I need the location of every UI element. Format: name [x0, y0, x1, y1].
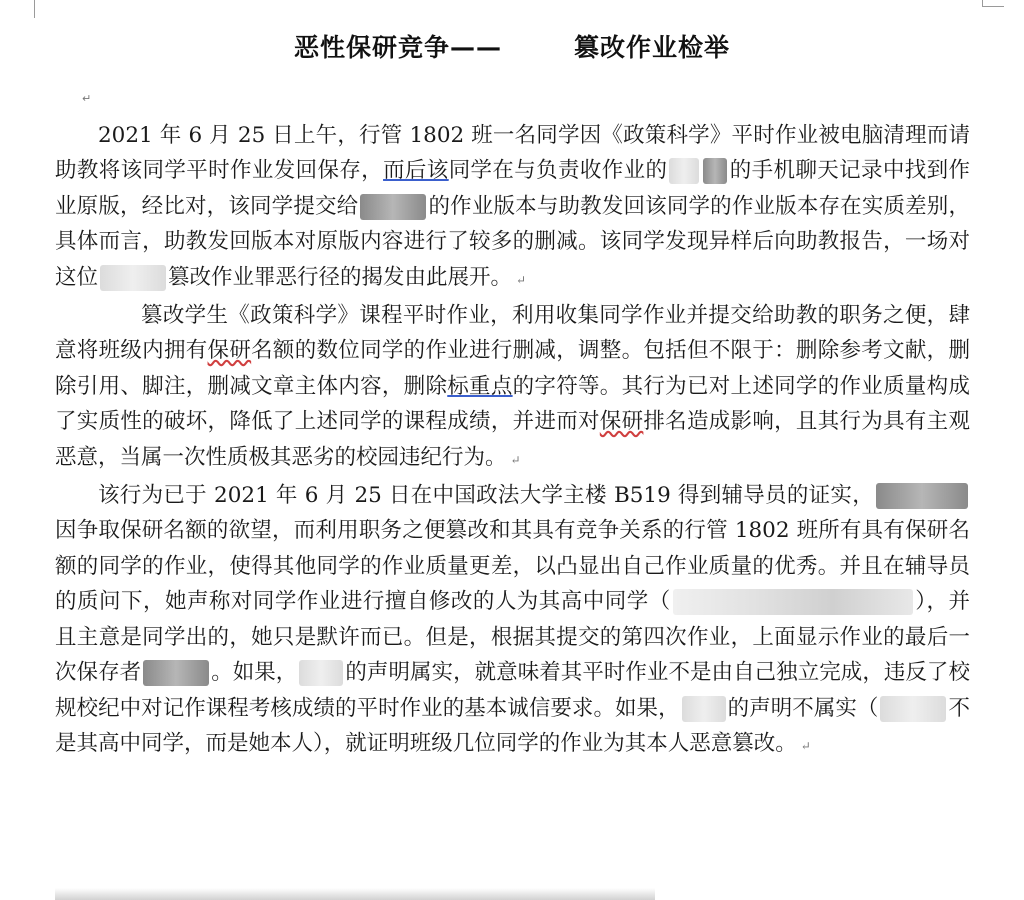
redacted-name: [143, 660, 209, 686]
underlined-text: 而后该: [383, 158, 449, 184]
wavy-underlined-text: 保研: [207, 338, 252, 364]
title-part-1: 恶性保研竞争——: [293, 33, 502, 62]
paragraph-text: 篡改作业罪恶行径的揭发由此展开。: [168, 264, 513, 290]
margin-corner-mark: [34, 0, 35, 18]
redacted-name: [703, 158, 727, 184]
margin-corner-mark: [982, 6, 1004, 7]
paragraph-text: ），并且主意是同学出的，她只是默许而已。但是，根据其提交的第四次作业，上面显示作业的最后一次保存者: [55, 589, 970, 686]
paragraph-text: 该行为已于 2021 年 6 月 25 日在中国政法大学主楼 B519 得到辅导员的证实，: [98, 483, 874, 509]
paragraph-3: [55, 478, 970, 764]
redacted-name: [682, 696, 726, 722]
margin-corner-mark: [982, 0, 983, 7]
redacted-name: [669, 158, 699, 184]
paragraph-text: 2021 年 6 月 25 日上午，行管 1802 班一名同学因《政策科学》平时作业被电脑清理而请助教将该同学平时作业发回保存，: [55, 123, 970, 184]
paragraph-text: 的声明属实，就意味着其平时作业不是由自己独立完成，违反了校规校纪中对记作课程考核成绩的平时作业的基本诚信要求。如果，: [55, 660, 970, 721]
redacted-name: [299, 660, 343, 686]
paragraph-mark-icon: ↵: [510, 452, 521, 467]
paragraph-text: 同学在与负责收作业的: [448, 158, 668, 184]
paragraph-text: 的声明不属实（: [727, 695, 879, 721]
redacted-name: [100, 265, 166, 291]
cut-off-next-line: [55, 888, 655, 900]
redacted-name: [876, 483, 968, 509]
underlined-text: 标重点: [447, 373, 513, 399]
paragraph-text: 的字符等。其行为已对上述同学的作业质量构成了实质性的破坏，降低了上述同学的课程成绩，并进而对: [55, 373, 970, 435]
paragraph-text: 的手机聊天记录中找到作业原版，经比对，该同学提交给: [55, 158, 970, 219]
wavy-underlined-text: 保研: [599, 409, 644, 435]
redacted-name: [880, 696, 946, 722]
paragraph-mark-icon: ↵: [516, 272, 527, 287]
document-body: [55, 118, 970, 764]
paragraph-mark-icon: ↵: [800, 738, 811, 753]
paragraph-text: 不是其高中同学，而是她本人），就证明班级几位同学的作业为其本人恶意篡改。: [55, 695, 970, 756]
paragraph-text: 名额的数位同学的作业进行删减，调整。包括但不限于：删除参考文献，删除引用、脚注，删减文章主体内容，删除: [55, 338, 970, 399]
document-title: [0, 28, 1024, 64]
paragraph-2: [55, 298, 970, 478]
paragraph-1: [55, 118, 970, 298]
paragraph-mark-icon: ↵: [82, 92, 92, 105]
redacted-name: [673, 589, 913, 615]
paragraph-text: 因争取保研名额的欲望，而利用职务之便篡改和其具有竞争关系的行管 1802 班所有具有保研名额的同学的作业，使得其他同学的作业质量更差，以凸显出自己作业质量的优秀。并且在辅导员的质问下，她声称对同学作业进行擅自修改的人为其高中同学（: [55, 518, 970, 615]
paragraph-text: 排名造成影响，且其行为具有主观恶意，当属一次性质极其恶劣的校园违纪行为。: [55, 409, 970, 470]
title-part-2: 篡改作业检举: [574, 33, 731, 62]
redacted-name: [360, 194, 426, 220]
paragraph-text: 。如果，: [211, 660, 298, 686]
paragraph-text: 的作业版本与助教发回该同学的作业版本存在实质差别，具体而言，助教发回版本对原版内容进行了较多的删减。该同学发现异样后向助教报告，一场对这位: [55, 193, 970, 290]
paragraph-text: 篡改学生《政策科学》课程平时作业，利用收集同学作业并提交给助教的职务之便，肆意将班级内拥有: [55, 303, 970, 364]
